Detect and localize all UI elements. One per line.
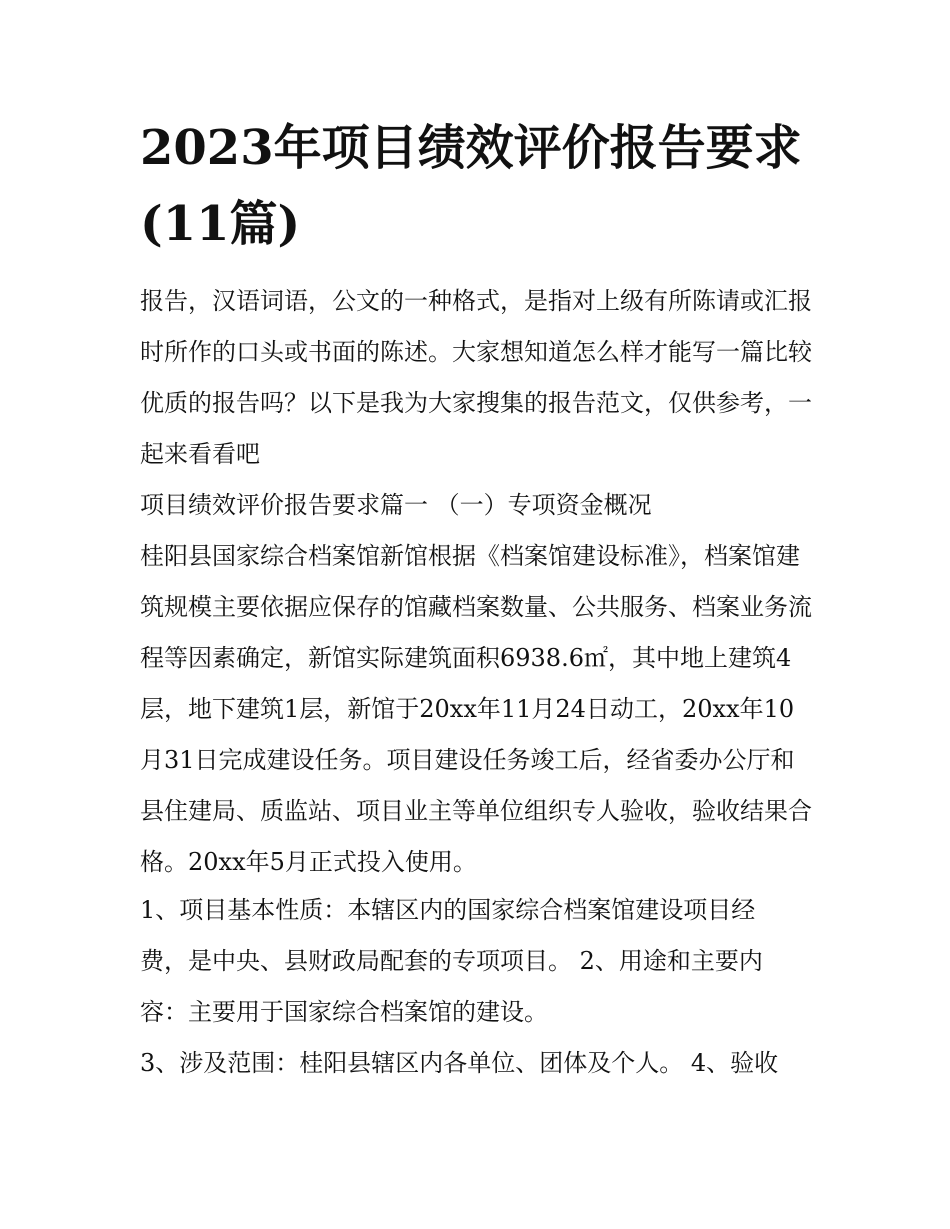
scope-paragraph: 3、涉及范围：桂阳县辖区内各单位、团体及个人。 4、验收 (140, 1049, 779, 1077)
document-title: 2023年项目绩效评价报告要求(11篇) (140, 120, 802, 252)
section-heading: 项目绩效评价报告要求篇一 （一）专项资金概况 (140, 491, 652, 519)
intro-paragraph: 报告，汉语词语，公文的一种格式，是指对上级有所陈请或汇报时所作的口头或书面的陈述。大家想知道怎么样才能写一篇比较优质的报告吗？以下是我为大家搜集的报告范文，仅供参考，一起来看看吧 (140, 287, 812, 468)
project-nature-paragraph: 1、项目基本性质：本辖区内的国家综合档案馆建设项目经费，是中央、县财政局配套的专项项目。 2、用途和主要内容：主要用于国家综合档案馆的建设。 (140, 896, 763, 1026)
overview-paragraph: 桂阳县国家综合档案馆新馆根据《档案馆建设标准》，档案馆建筑规模主要依据应保存的馆藏档案数量、公共服务、档案业务流程等因素确定，新馆实际建筑面积6938.6㎡，其中地上建筑4层，地下建筑1层，新馆于20xx年11月24日动工，20xx年10月31日完成建设任务。项目建设任务竣工后，经省委办公厅和县住建局、质监站、项目业主等单位组织专人验收，验收结果合格。20xx年5月正式投入使用。 (140, 542, 812, 876)
